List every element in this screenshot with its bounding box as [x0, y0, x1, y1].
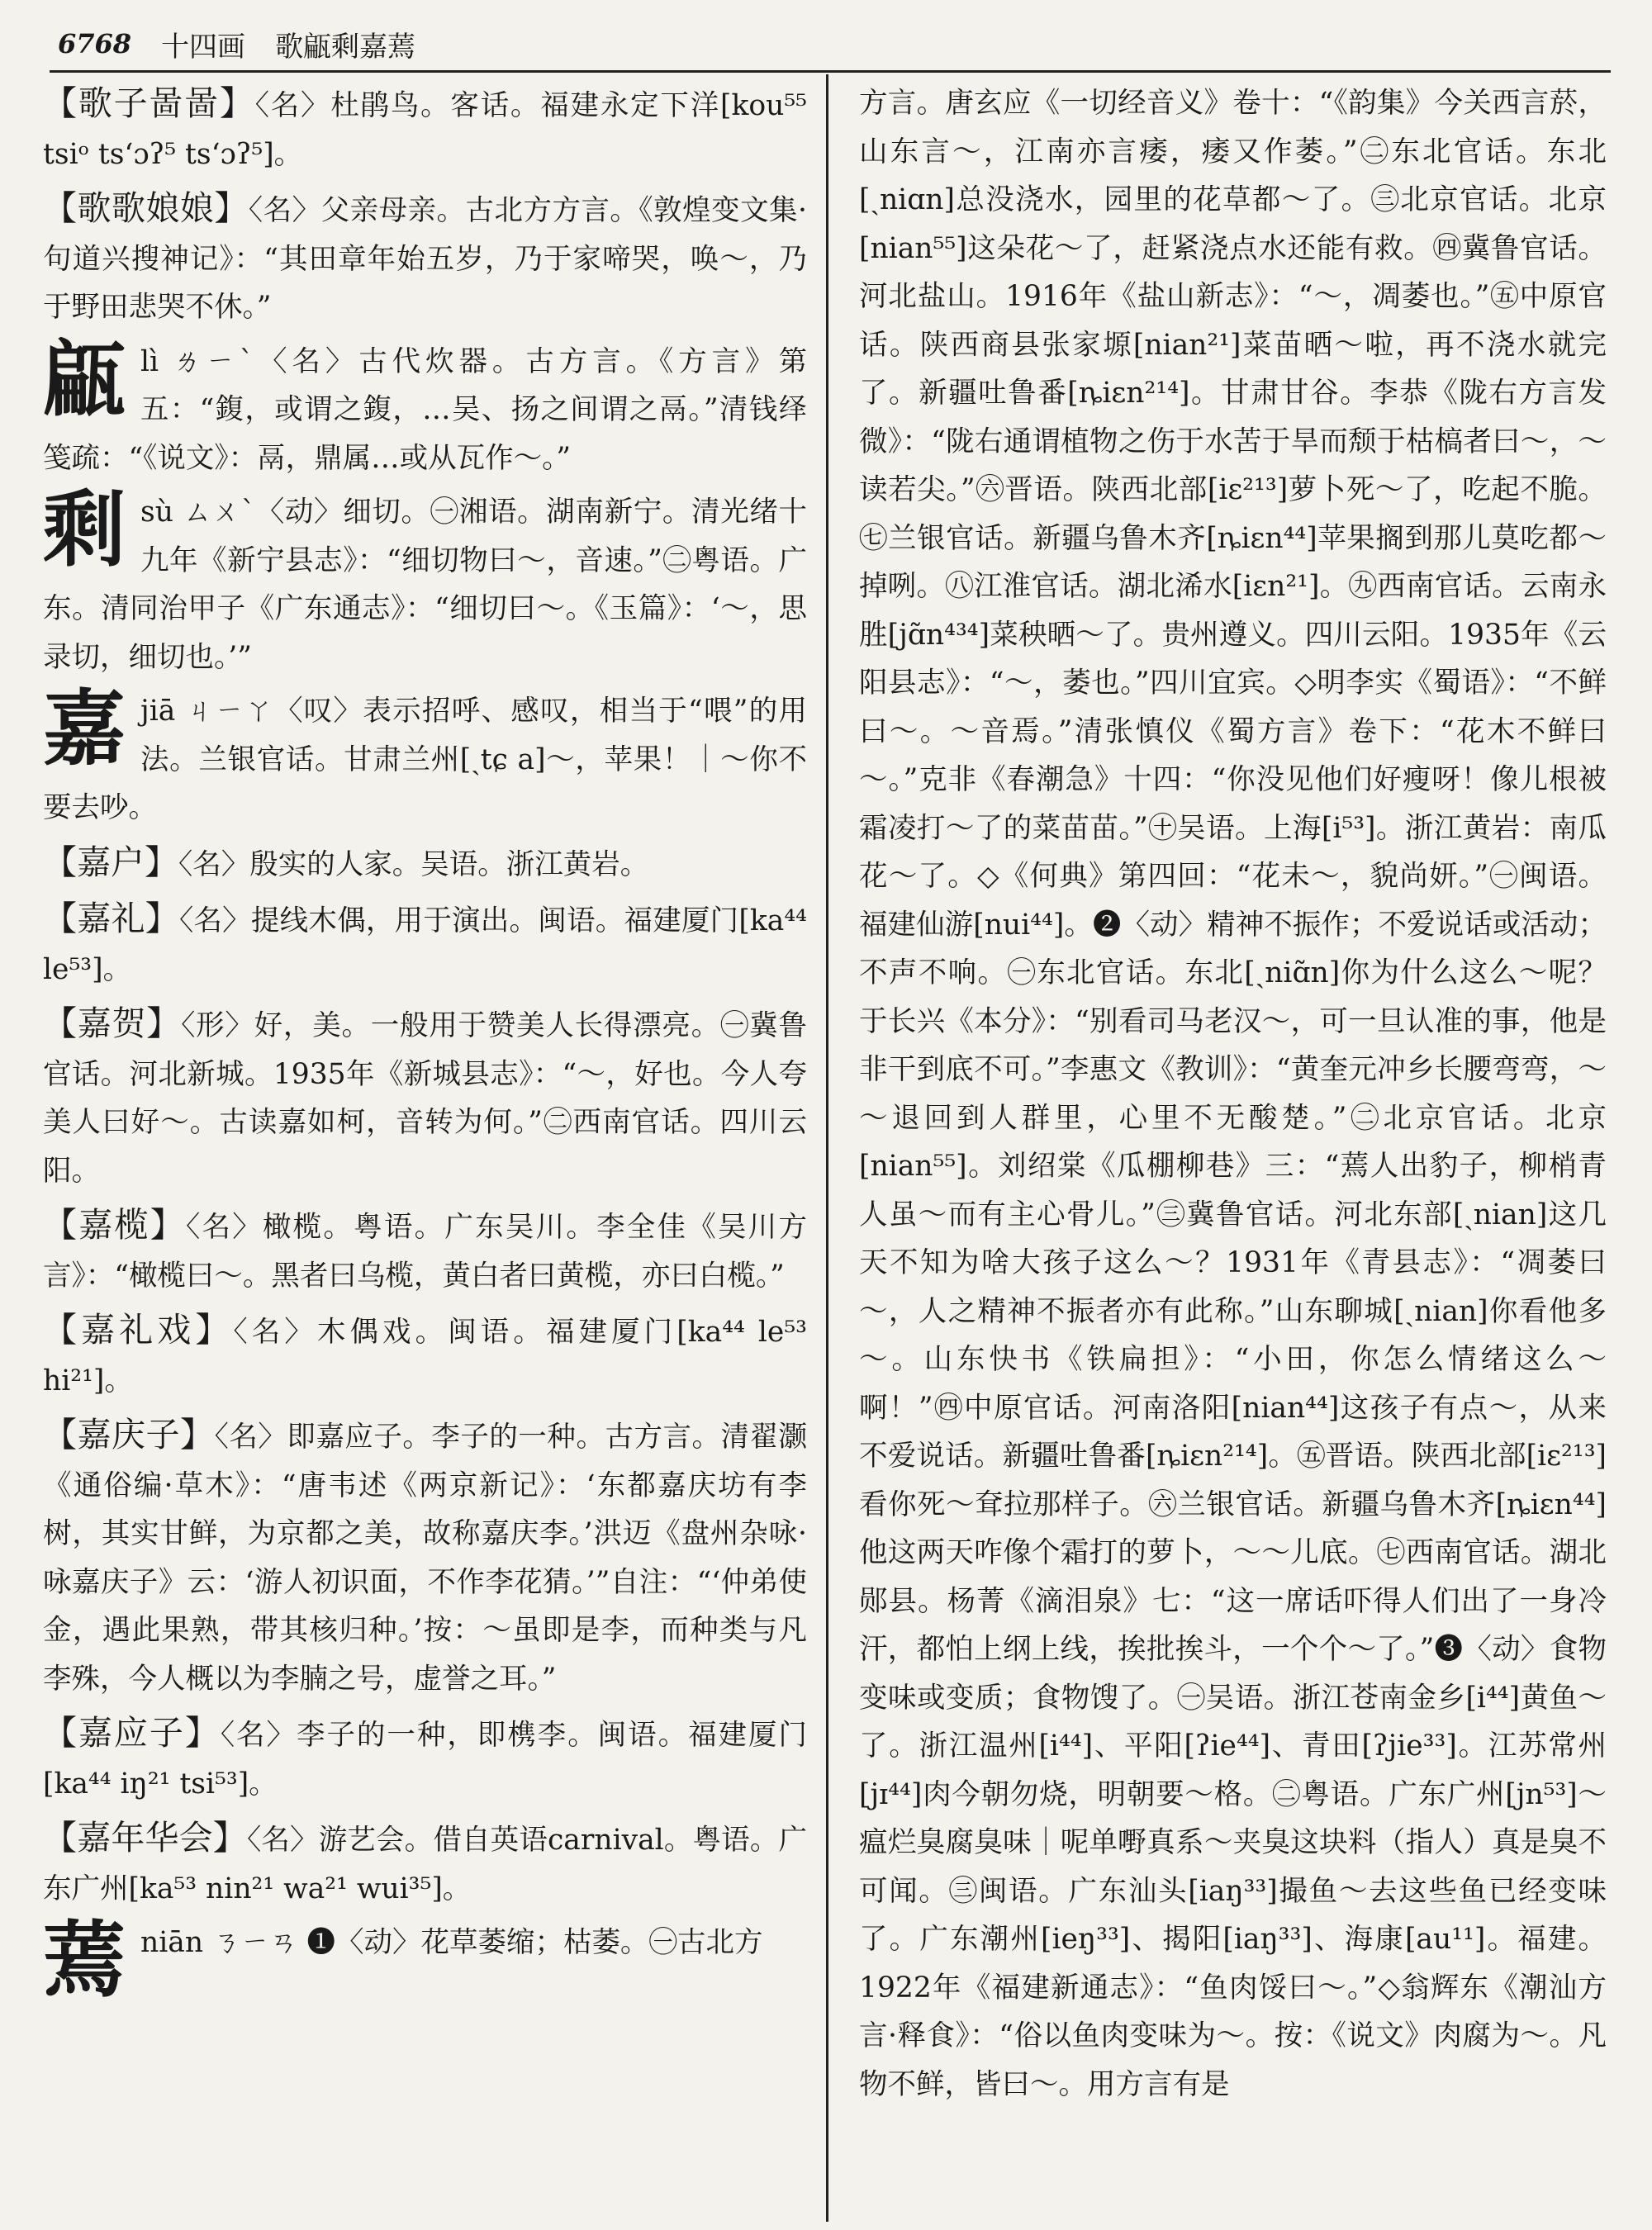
- dictionary-entry: [43, 1201, 807, 1300]
- section-label: 十四画: [161, 30, 246, 64]
- head-character: 嘉: [43, 680, 126, 777]
- dictionary-entry: [43, 330, 807, 483]
- entry-text: 〈名〉游艺会。借自英语carnival。粤语。广东广州[ka⁵³ nin²¹ wa²¹ wui³⁵]。: [43, 1824, 807, 1905]
- entry-headword: 【嘉榄】: [43, 1205, 186, 1245]
- header-rule: [50, 70, 1611, 73]
- dictionary-entry: [43, 999, 807, 1195]
- dictionary-entry: [43, 184, 807, 332]
- page-header: [58, 18, 1611, 69]
- header-headwords: 歌甂剩嘉蔫: [275, 30, 416, 64]
- left-column: [43, 79, 807, 2227]
- dictionary-entry: [43, 1814, 807, 1913]
- entry-headword: 【歌歌娘娘】: [43, 188, 249, 228]
- entry-headword: 【嘉应子】: [43, 1713, 221, 1753]
- entry-text: lì ㄌㄧˋ〈名〉古代炊器。古方言。《方言》第五：“鍑，或谓之鍑，…吴、扬之间谓之鬲。”清钱绎笺疏：“《说文》：鬲，鼎属…或从瓦作～。”: [43, 344, 807, 475]
- dictionary-entry: [43, 1911, 807, 2009]
- dictionary-entry: [43, 838, 807, 890]
- entry-continuation: 方言。唐玄应《一切经音义》卷十：“《韵集》今关西言菸，山东言～，江南亦言痿，痿又作萎。”㊁东北官话。东北[ˏniɑn]总没浇水，园里的花草都～了。㊂北京官话。北京[nian⁵⁵]这朵花～了，赶紧浇点水还能有救。㊃冀鲁官话。河北盐山。1916年《盐山新志》：“～，凋萎也。”㊄中原官话。陕西商县张家塬[nian²¹]菜苗晒～啦，再不浇水就完了。新疆吐鲁番[ȵiɛn²¹⁴]。甘肃甘谷。李恭《陇右方言发微》：“陇右通谓植物之伤于水苦于旱而颓于枯槁者曰～，～读若尖。”㊅晋语。陕西北部[iɛ²¹³]萝卜死～了，吃起不脆。㊆兰银官话。新疆乌鲁木齐[ȵiɛn⁴⁴]苹果搁到那儿莫吃都～掉咧。㊇江淮官话。湖北浠水[iɛn²¹]。㊈西南官话。云南永胜[jɑ̃n⁴³⁴]菜秧晒～了。贵州遵义。四川云阳。1935年《云阳县志》：“～，萎也。”四川宜宾。◇明李实《蜀语》：“不鲜曰～。～音焉。”清张慎仪《蜀方言》卷下：“花木不鲜曰～。”克非《春潮急》十四：“你没见他们好瘦呀！像儿根被霜凌打～了的菜苗苗。”㊉吴语。上海[i⁵³]。浙江黄岩：南瓜花～了。◇《何典》第四回：“花未～，貌尚妍。”㊀闽语。福建仙游[nui⁴⁴]。❷〈动〉精神不振作；不爱说话或活动；不声不响。㊀东北官话。东北[ˏniɑ̃n]你为什么这么～呢？于长兴《本分》：“别看司马老汉～，可一旦认准的事，他是非干到底不可。”李惠文《教训》：“黄奎元冲乡长腰弯弯，～～退回到人群里，心里不无酸楚。”㊁北京官话。北京[nian⁵⁵]。刘绍棠《瓜棚柳巷》三：“蔫人出豹子，柳梢青人虽～而有主心骨儿。”㊂冀鲁官话。河北东部[ˏnian]这几天不知为啥大孩子这么～？1931年《青县志》：“凋萎曰～，人之精神不振者亦有此称。”山东聊城[ˏnian]你看他多～。山东快书《铁扁担》：“小田，你怎么情绪这么～啊！”㊃中原官话。河南洛阳[nian⁴⁴]这孩子有点～，从来不爱说话。新疆吐鲁番[ȵiɛn²¹⁴]。㊄晋语。陕西北部[iɛ²¹³]看你死～耷拉那样子。㊅兰银官话。新疆乌鲁木齐[ȵiɛn⁴⁴]他这两天咋像个霜打的萝卜，～～儿底。㊆西南官话。湖北郧县。杨菁《滴泪泉》七：“这一席话吓得人们出了一身冷汗，都怕上纲上线，挨批挨斗，一个个～了。”❸〈动〉食物变味或变质；食物馊了。㊀吴语。浙江苍南金乡[i⁴⁴]黄鱼～了。浙江温州[i⁴⁴]、平阳[ʔie⁴⁴]、青田[ʔjie³³]。江苏常州[jɪ⁴⁴]肉今朝勿烧，明朝要～格。㊁粤语。广东广州[jn⁵³]～瘟烂臭腐臭味｜呢单嘢真系～夹臭这块料（指人）真是臭不可闻。㊂闽语。广东汕头[iaŋ³³]撮鱼～去这些鱼已经变味了。广东潮州[ieŋ³³]、揭阳[iaŋ³³]、海康[au¹¹]。福建。1922年《福建新通志》：“鱼肉馁曰～。”◇翁辉东《潮汕方言·释食》：“俗以鱼肉变味为～。按：《说文》肉腐为～。凡物不鲜，皆曰～。用方言有是: [859, 87, 1607, 2101]
- dictionary-entry: [43, 1411, 807, 1703]
- head-character: 剩: [43, 481, 126, 578]
- dictionary-entry: [43, 1709, 807, 1808]
- entry-text: niān ㄋㄧㄢ ❶〈动〉花草萎缩；枯萎。㊀古北方: [140, 1926, 763, 1959]
- entry-text: 〈名〉木偶戏。闽语。福建厦门[ka⁴⁴ le⁵³ hi²¹]。: [43, 1316, 807, 1397]
- entry-text: sù ㄙㄨˋ〈动〉细切。㊀湘语。湖南新宁。清光绪十九年《新宁县志》：“细切物曰～，音速。”㊁粤语。广东。清同治甲子《广东通志》：“细切曰～。《玉篇》：‘～，思录切，细切也。’”: [43, 496, 807, 674]
- entry-text: 〈名〉提线木偶，用于演出。闽语。福建厦门[ka⁴⁴ le⁵³]。: [43, 904, 807, 986]
- dictionary-entry: [43, 79, 807, 178]
- dictionary-entry: [43, 680, 807, 833]
- entry-headword: 【嘉礼】: [43, 899, 179, 938]
- entry-headword: 【嘉贺】: [43, 1004, 182, 1043]
- entry-text: 〈名〉李子的一种，即槜李。闽语。福建厦门[ka⁴⁴ iŋ²¹ tsi⁵³]。: [43, 1719, 807, 1801]
- entry-text: 〈名〉殷实的人家。吴语。浙江黄岩。: [178, 847, 649, 881]
- entry-headword: 【嘉户】: [43, 842, 178, 882]
- entry-text: 〈形〉好，美。一般用于赞美人长得漂亮。㊀冀鲁官话。河北新城。1935年《新城县志》：“～，好也。今人夸美人曰好～。古读嘉如柯，音转为何。”㊁西南官话。四川云阳。: [43, 1009, 807, 1188]
- column-divider: [826, 74, 828, 2222]
- entry-headword: 【嘉年华会】: [43, 1818, 247, 1858]
- entry-text: 〈名〉杜鹃鸟。客话。福建永定下洋[kou⁵⁵ tsiᵒ tsʻɔʔ⁵ tsʻɔʔ⁵]。: [43, 89, 807, 171]
- dictionary-entry: [43, 894, 807, 994]
- page-number: 6768: [58, 28, 132, 59]
- entry-text: jiā ㄐㄧㄚ〈叹〉表示招呼、感叹，相当于“喂”的用法。兰银官话。甘肃兰州[ˏtɕ a]～，苹果！｜～你不要去吵。: [43, 695, 807, 824]
- entry-text: 〈名〉即嘉应子。李子的一种。古方言。清翟灏《通俗编·草木》：“唐韦述《两京新记》：‘东都嘉庆坊有李树，其实甘鲜，为京都之美，故称嘉庆李。’洪迈《盘州杂咏·咏嘉庆子》云：‘游人初识面，不作李花猜。’”自注：“‘仲弟使金，遇此果熟，带其核归种。’按：～虽即是李，而种类与凡李殊，今人概以为李腩之号，虚誉之耳。”: [43, 1421, 807, 1696]
- right-column: [859, 79, 1607, 2227]
- entry-text: 〈名〉父亲母亲。古北方方言。《敦煌变文集·句道兴搜神记》：“其田章年始五岁，乃于家啼哭，唤～，乃于野田悲哭不休。”: [43, 194, 807, 324]
- head-character: 甂: [43, 330, 126, 428]
- entry-text: 〈名〉橄榄。粤语。广东吴川。李全佳《吴川方言》：“橄榄曰～。黑者曰乌榄，黄白者曰黄榄，亦曰白榄。”: [43, 1211, 807, 1293]
- head-character: 蔫: [43, 1911, 126, 2009]
- entry-headword: 【嘉礼戏】: [43, 1310, 234, 1350]
- entry-headword: 【嘉庆子】: [43, 1415, 215, 1454]
- entry-headword: 【歌子啚啚】: [43, 83, 255, 123]
- dictionary-entry: [43, 481, 807, 681]
- dictionary-entry: [43, 1306, 807, 1405]
